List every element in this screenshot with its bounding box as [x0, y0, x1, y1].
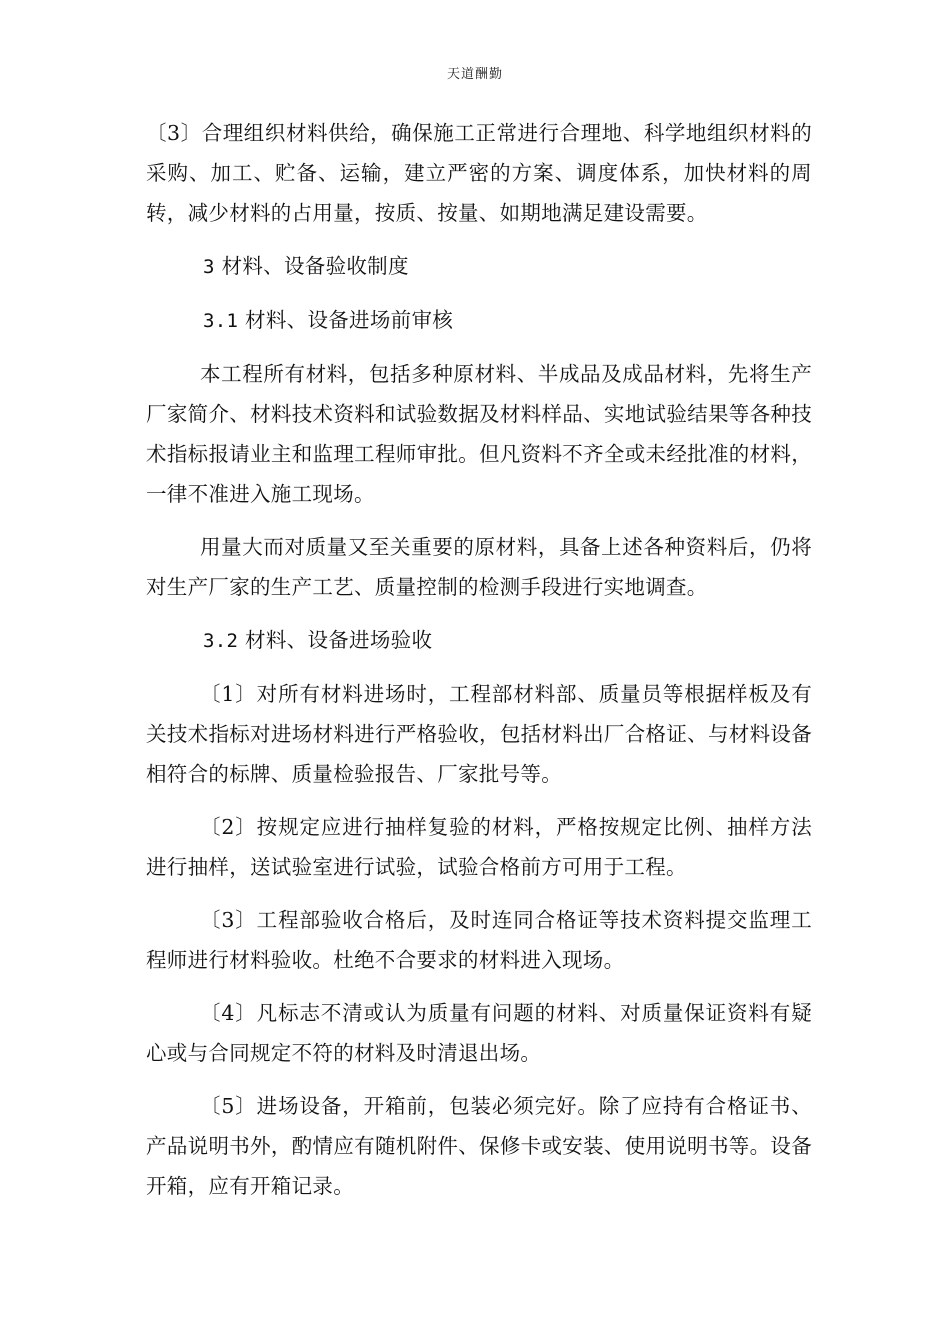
- section-heading-3: [146, 246, 812, 287]
- paragraph-pre-entry-review: 本工程所有材料，包括多种原材料、半成品及成品材料，先将生产厂家简介、材料技术资料和试验数据及材料样品、实地试验结果等各种技术指标报请业主和监理工程师审批。但凡资料不齐全或未经批准的材料，一律不准进入施工现场。: [146, 362, 812, 506]
- section-heading-3-2: [146, 620, 812, 661]
- list-item-5: 〔5〕进场设备，开箱前，包装必须完好。除了应持有合格证书、产品说明书外，酌情应有随机附件、保修卡或安装、使用说明书等。设备开箱，应有开箱记录。: [146, 1094, 812, 1198]
- section-heading-3-1: [146, 300, 812, 341]
- section-number: 3.2: [203, 630, 239, 652]
- list-item-3: 〔3〕工程部验收合格后，及时连同合格证等技术资料提交监理工程师进行材料验收。杜绝不合要求的材料进入现场。: [146, 908, 812, 972]
- section-title: 材料、设备验收制度: [221, 254, 409, 278]
- section-title: 材料、设备进场验收: [245, 628, 433, 652]
- list-item-4: 〔4〕凡标志不清或认为质量有问题的材料、对质量保证资料有疑心或与合同规定不符的材料及时清退出场。: [146, 1001, 812, 1065]
- section-number: 3: [203, 256, 215, 278]
- paragraph-site-investigation: 用量大而对质量又至关重要的原材料，具备上述各种资料后，仍将对生产厂家的生产工艺、质量控制的检测手段进行实地调查。: [146, 535, 812, 599]
- section-number: 3.1: [203, 310, 239, 332]
- paragraph-material-supply: 〔3〕合理组织材料供给，确保施工正常进行合理地、科学地组织材料的采购、加工、贮备、运输，建立严密的方案、调度体系，加快材料的周转，减少材料的占用量，按质、按量、如期地满足建设需要。: [146, 121, 812, 225]
- list-item-2: 〔2〕按规定应进行抽样复验的材料，严格按规定比例、抽样方法进行抽样，送试验室进行试验，试验合格前方可用于工程。: [146, 815, 812, 879]
- document-body: [146, 113, 812, 1219]
- page-header: 天道酬勤: [446, 67, 503, 82]
- list-item-1: 〔1〕对所有材料进场时，工程部材料部、质量员等根据样板及有关技术指标对进场材料进行严格验收，包括材料出厂合格证、与材料设备相符合的标牌、质量检验报告、厂家批号等。: [146, 682, 812, 786]
- section-title: 材料、设备进场前审核: [245, 308, 454, 332]
